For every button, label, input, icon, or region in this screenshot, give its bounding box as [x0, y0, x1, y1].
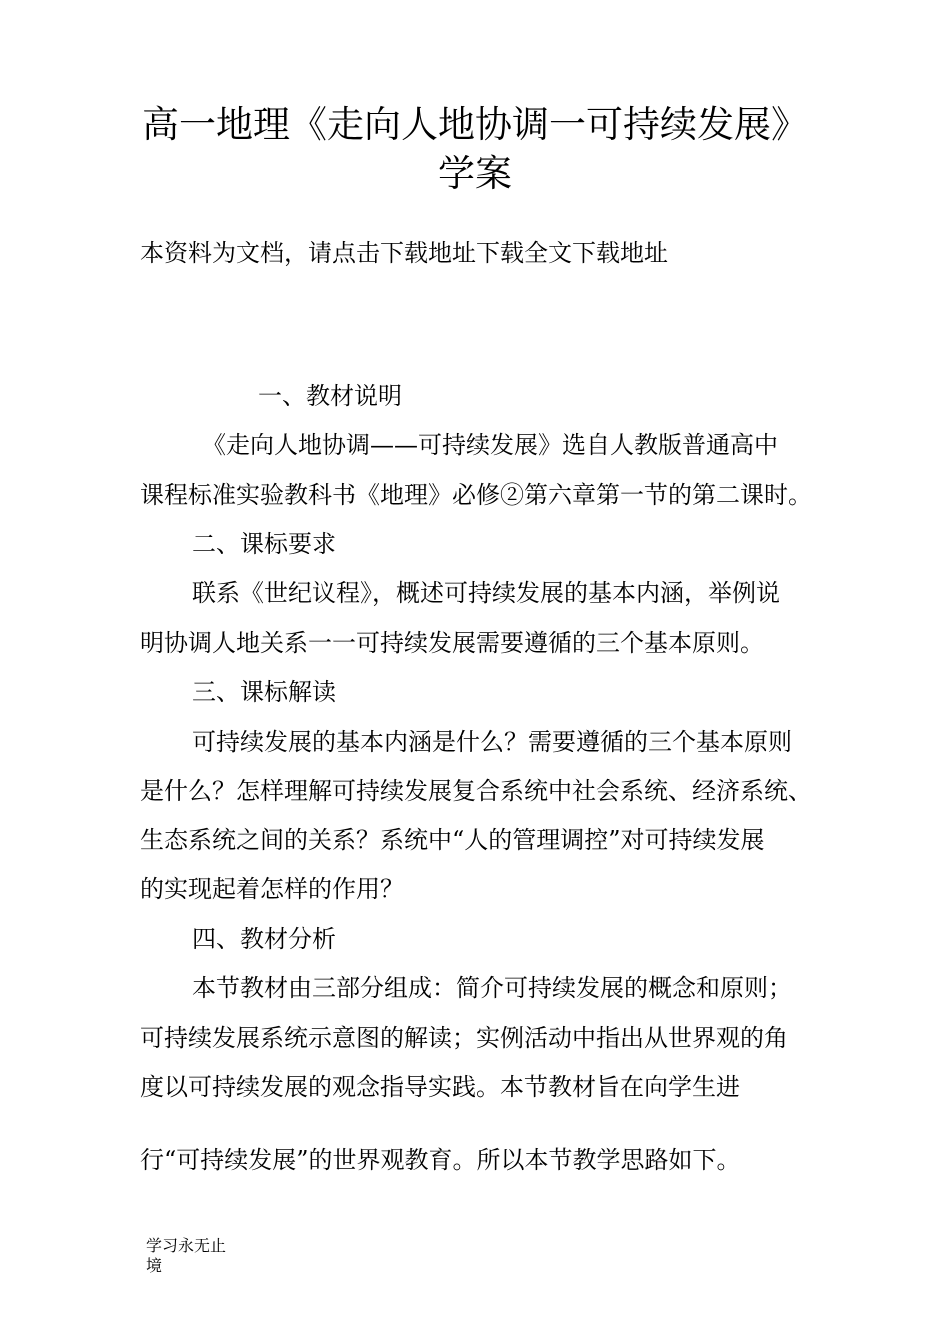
- section-2-line-1: 联系《世纪议程》，概述可持续发展的基本内涵，举例说: [192, 579, 780, 607]
- footer-line-2: 境: [146, 1256, 163, 1275]
- section-4-heading: 四、教材分析: [192, 925, 336, 953]
- section-2-line-2: 明协调人地关系一一可持续发展需要遵循的三个基本原则。: [140, 629, 764, 657]
- section-3-line-4: 的实现起着怎样的作用？: [140, 875, 404, 903]
- section-1-line-1: 《走向人地协调——可持续发展》选自人教版普通高中: [202, 431, 778, 459]
- section-3-line-3: 生态系统之间的关系？系统中“人的管理调控”对可持续发展: [140, 826, 765, 854]
- document-title-line-2: 学案: [438, 152, 512, 195]
- section-2-heading: 二、课标要求: [192, 530, 336, 558]
- section-4-line-2: 可持续发展系统示意图的解读；实例活动中指出从世界观的角: [140, 1024, 788, 1052]
- section-4-line-3: 度以可持续发展的观念指导实践。本节教材旨在向学生进: [140, 1073, 740, 1101]
- section-4-line-1: 本节教材由三部分组成：简介可持续发展的概念和原则；: [192, 974, 792, 1002]
- section-3-heading: 三、课标解读: [192, 678, 336, 706]
- document-title-line-1: 高一地理《走向人地协调一可持续发展》: [142, 103, 808, 146]
- section-3-line-2: 是什么？怎样理解可持续发展复合系统中社会系统、经济系统、: [140, 777, 812, 805]
- section-1-heading: 一、教材说明: [258, 382, 402, 410]
- section-1-line-2: 课程标准实验教科书《地理》必修②第六章第一节的第二课时。: [140, 481, 812, 509]
- section-4-line-4: 行“可持续发展”的世界观教育。所以本节教学思路如下。: [140, 1146, 741, 1174]
- section-3-line-1: 可持续发展的基本内涵是什么？需要遵循的三个基本原则: [192, 728, 792, 756]
- footer-line-1: 学习永无止: [146, 1236, 227, 1255]
- intro-text: 本资料为文档，请点击下载地址下载全文下载地址: [140, 239, 668, 267]
